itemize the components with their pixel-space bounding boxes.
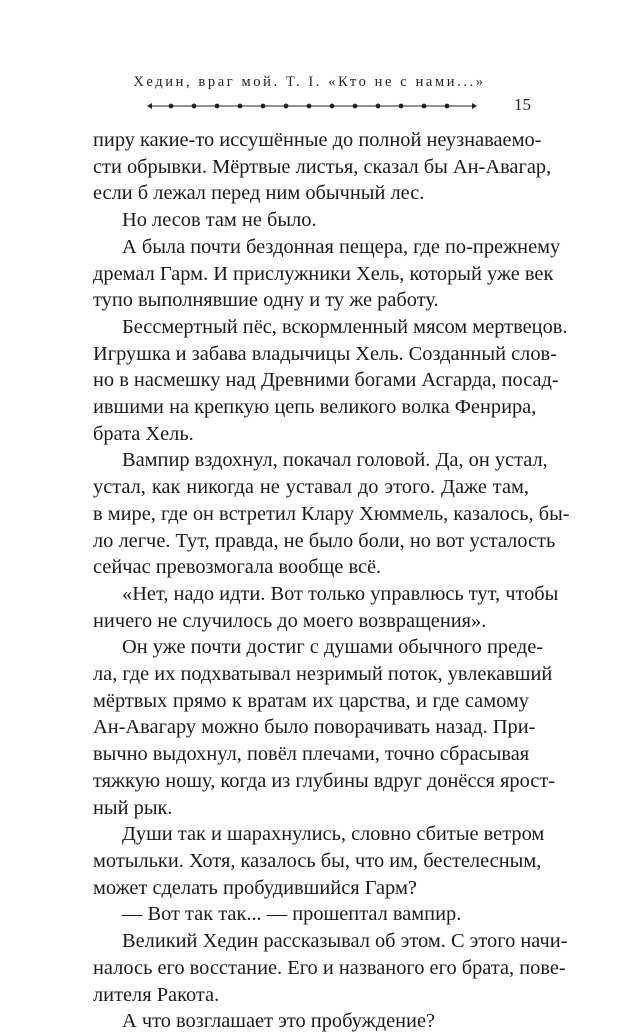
text-line: Игрушка и забава владычицы Хель. Созданный слов-: [93, 342, 557, 365]
text-line: ничего не случилось до моего возвращения».: [93, 609, 487, 632]
text-line: устал, как никогда не уставал до этого. Даже там,: [93, 476, 529, 499]
text-line: Ан-Авагару можно было поворачивать назад. При-: [93, 716, 536, 739]
text-line: «Нет, надо идти. Вот только управлюсь тут, чтобы: [122, 582, 559, 605]
text-line: ный рык.: [93, 796, 173, 819]
text-line: вычно выдохнул, повёл плечами, точно сбрасывая: [93, 743, 530, 766]
paragraph: [93, 634, 556, 821]
text-line: пиру какие-то иссушённые до полной неузнаваемо-: [93, 129, 542, 151]
body-text: [93, 127, 570, 1035]
text-line: сейчас превозмогала вообще всё.: [93, 556, 382, 579]
text-line: дремал Гарм. И прислужники Хель, который уже век: [93, 262, 554, 285]
text-line: брата Хель.: [93, 422, 194, 445]
paragraph: [93, 234, 561, 314]
paragraph: [93, 314, 568, 448]
text-line: налось его восстание. Его и названого его брата, пове-: [93, 956, 566, 979]
text-line: ла, где их подхватывал незримый поток, увлекавший: [93, 663, 553, 686]
text-line: мёртвых прямо к вратам их царства, и где самому: [93, 689, 529, 712]
text-line: в мире, где он встретил Клару Хюммель, казалось, бы-: [93, 502, 570, 525]
text-line: Вампир вздохнул, покачал головой. Да, он устал,: [122, 449, 548, 472]
text-line: Великий Хедин рассказывал об этом. С этого начи-: [122, 930, 568, 953]
text-line: Но лесов там не было.: [122, 209, 317, 232]
running-title: Хедин, враг мой. Т. I. «Кто не с нами...»: [133, 74, 486, 90]
text-line: тупо выполнявшие одну и ту же работу.: [93, 289, 439, 312]
paragraph: [93, 1008, 529, 1035]
text-line: тяжкую ношу, когда из глубины вдруг донёсся ярост-: [93, 769, 556, 792]
text-line: ло легче. Тут, правда, не было боли, но вот усталость: [93, 529, 556, 552]
text-line: если б лежал перед ним обычный лес.: [93, 182, 425, 205]
text-line: может сделать пробудившийся Гарм?: [93, 876, 417, 899]
text-line: мотыльки. Хотя, казалось бы, что им, бестелесным,: [93, 849, 542, 872]
paragraph: [93, 207, 529, 234]
text-line: Бессмертный пёс, вскормленный мясом мертвецов.: [122, 315, 568, 338]
text-line: — Вот так так... — прошептал вампир.: [122, 903, 462, 926]
paragraph: [93, 901, 529, 928]
paragraph: [93, 821, 545, 901]
text-line: лителя Ракота.: [93, 983, 220, 1006]
text-line: Он уже почти достиг с душами обычного преде-: [122, 636, 544, 659]
text-line: А что возглашает это пробуждение?: [122, 1010, 436, 1033]
paragraph: [93, 127, 552, 207]
text-line: сти обрывки. Мёртвые листья, сказал бы Ан-Авагар,: [93, 155, 552, 178]
paragraph: [93, 581, 559, 634]
text-line: Души так и шарахнулись, словно сбитые ветром: [122, 823, 545, 846]
page-number: 15: [514, 95, 531, 114]
text-line: но в насмешку над Древними богами Асгарда, посад-: [93, 369, 559, 392]
paragraph: [93, 447, 570, 581]
header-ornament: [147, 100, 477, 112]
text-line: А была почти бездонная пещера, где по-прежнему: [122, 235, 561, 258]
text-line: ившими на крепкую цепь великого волка Фенрира,: [93, 396, 537, 419]
paragraph: [93, 928, 568, 1008]
